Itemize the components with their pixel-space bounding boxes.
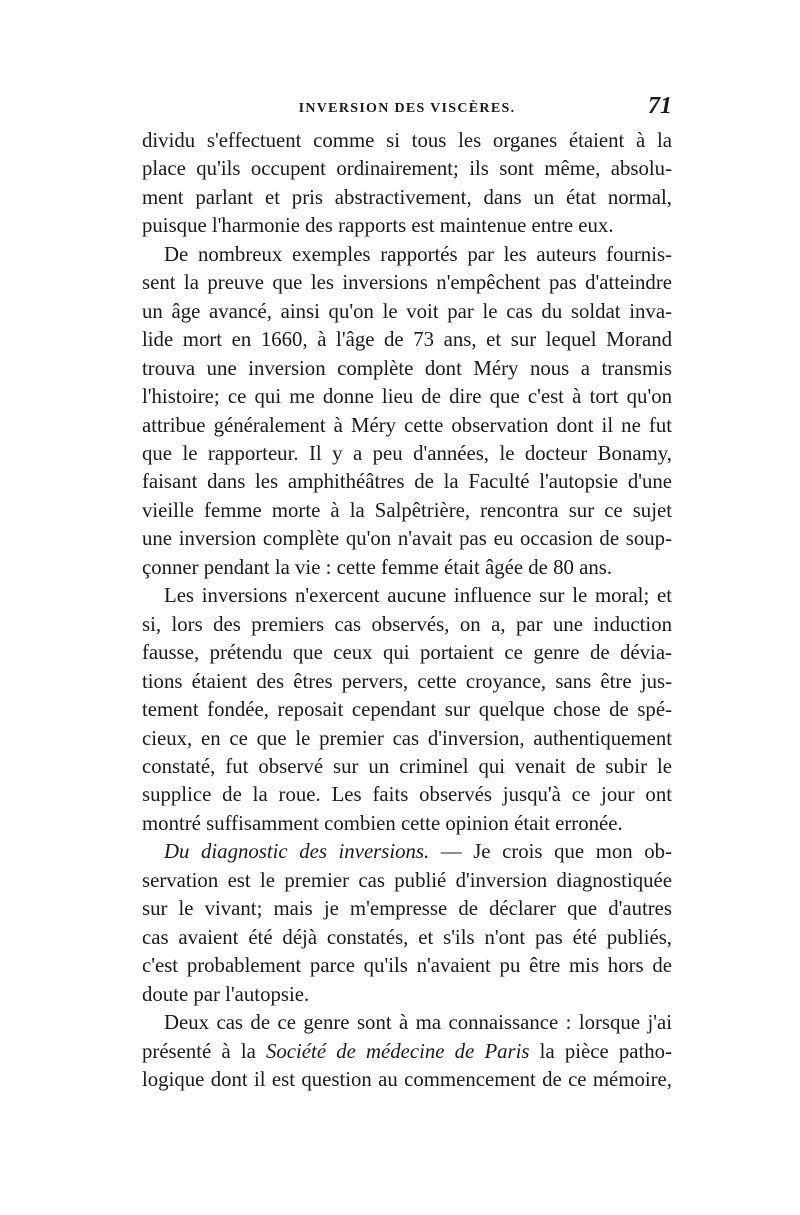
text-line: cas avaient été déjà constatés, et s'ils n'ont pas été publiés, [142,925,672,949]
text-line: attribue généralement à Méry cette observation dont il ne fut [142,413,672,437]
text-line: Les inversions n'exercent aucune influence sur le moral; et [164,584,672,608]
text-line: place qu'ils occupent ordinairement; ils sont même, absolu- [142,157,672,181]
text-line: lide mort en 1660, à l'âge de 73 ans, et sur lequel Morand [142,328,672,352]
text-fragment: — Je crois que mon ob- [429,840,672,864]
text-line: un âge avancé, ainsi qu'on le voit par le cas du soldat inva- [142,299,672,323]
text-line: dividu s'effectuent comme si tous les organes étaient à la [142,129,672,152]
paragraph [142,127,672,241]
running-head [142,93,672,123]
text-line: servation est le premier cas publié d'inversion diagnostiquée [142,868,672,892]
text-line: doute par l'autopsie. [142,982,310,1006]
text-line: sent la preuve que les inversions n'empêchent pas d'atteindre [142,271,672,295]
text-line: cieux, en ce que le premier cas d'inversion, authentiquement [142,726,672,750]
text-line: trouva une inversion complète dont Méry nous a transmis [142,356,672,380]
text-line: tions étaient des êtres pervers, cette croyance, sans être jus- [142,669,672,693]
text-fragment: présenté à la [142,1039,266,1063]
book-page [142,93,672,1193]
text-line: faisant dans les amphithéâtres de la Faculté l'autopsie d'une [142,470,672,494]
text-line: logique dont il est question au commencement de ce mémoire, [142,1067,672,1091]
paragraph [142,1009,672,1094]
section-heading: Du diagnostic des inversions. [164,840,430,864]
paragraph [142,838,672,1009]
paragraph [142,582,672,838]
running-title: INVERSION DES VISCÈRES. [298,101,516,116]
text-line: fausse, prétendu que ceux qui portaient ce genre de dévia- [142,641,672,665]
text-line: De nombreux exemples rapportés par les auteurs fournis- [164,242,672,266]
text-line: vieille femme morte à la Salpêtrière, rencontra sur ce sujet [142,498,672,522]
text-line: ment parlant et pris abstractivement, dans un état normal, [142,185,672,209]
text-line: puisque l'harmonie des rapports est maintenue entre eux. [142,214,614,238]
text-line: si, lors des premiers cas observés, on a, par une induction [142,612,672,636]
text-line: l'histoire; ce qui me donne lieu de dire que c'est à tort qu'on [142,385,672,409]
text-line: supplice de la roue. Les faits observés jusqu'à ce jour ont [142,783,672,807]
text-fragment: la pièce patho- [529,1039,672,1063]
text-line: que le rapporteur. Il y a peu d'années, le docteur Bonamy, [142,441,672,465]
text-line: une inversion complète qu'on n'avait pas eu occasion de soup- [142,527,672,551]
text-line [142,1038,672,1066]
paragraph [142,241,672,582]
text-line: çonner pendant la vie : cette femme était âgée de 80 ans. [142,555,613,579]
text-line: sur le vivant; mais je m'empresse de déclarer que d'autres [142,897,672,921]
body-text [142,127,672,1094]
page-number: 71 [648,93,672,119]
society-name: Société de médecine de Paris [266,1039,530,1063]
text-line: constaté, fut observé sur un criminel qui venait de subir le [142,754,672,778]
text-line: montré suffisamment combien cette opinion était erronée. [142,811,623,835]
text-line: tement fondée, reposait cependant sur quelque chose de spé- [142,698,672,722]
text-line: c'est probablement parce qu'ils n'avaient pu être mis hors de [142,954,672,978]
text-line: Deux cas de ce genre sont à ma connaissance : lorsque j'ai [164,1011,672,1035]
text-line [142,838,672,866]
